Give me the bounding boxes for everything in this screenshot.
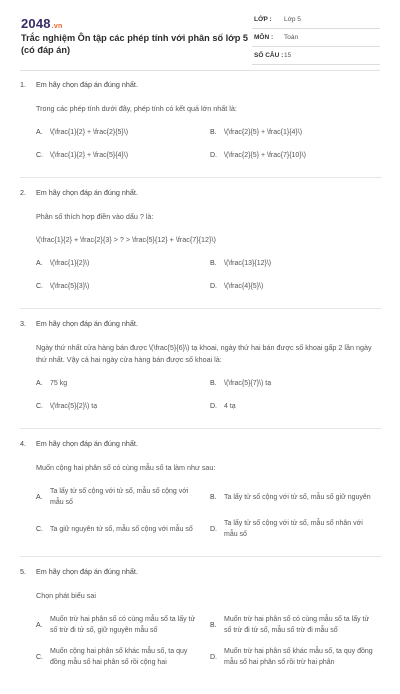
option-letter: B.: [210, 493, 217, 501]
question-prompt: Em hãy chọn đáp án đúng nhất.: [36, 188, 138, 197]
answer-option[interactable]: [210, 378, 384, 389]
question-prompt: Em hãy chọn đáp án đúng nhất.: [36, 80, 138, 89]
question-header: [20, 80, 382, 92]
question-text: Phân số thích hợp điền vào dấu ? là:: [36, 212, 154, 221]
option-text: Ta lấy tử số cộng với tử số, mẫu số giữ nguyên: [224, 493, 371, 501]
logo-text: 2048: [21, 16, 51, 31]
option-letter: A.: [36, 621, 43, 629]
meta-info-box: [252, 13, 380, 67]
question-header: [20, 319, 382, 331]
option-letter: C.: [36, 283, 43, 290]
question-text: \(\frac{1}{2} + \frac{2}{3} > ? > \frac{5}{12} + \frac{7}{12}\): [36, 235, 216, 244]
option-letter: B.: [210, 260, 217, 267]
option-text: \(\frac{1}{2}\): [50, 260, 90, 267]
meta-row-grade: [252, 13, 380, 29]
question-number: 1.: [20, 80, 26, 89]
option-letter: D.: [210, 152, 217, 159]
answer-option[interactable]: [210, 401, 384, 412]
answer-option[interactable]: [36, 401, 210, 412]
option-text: 75 kg: [50, 380, 68, 387]
meta-value: Lớp 5: [284, 16, 301, 23]
option-letter: C.: [36, 152, 43, 159]
option-letter: A.: [36, 129, 43, 136]
question-header: [20, 188, 382, 200]
header-divider: [20, 70, 380, 71]
option-text: Muốn trừ hai phân số có cùng mẫu số ta lấy tử số trừ đi tử số, mẫu số trừ đi mẫu số: [224, 616, 370, 634]
answer-option[interactable]: [210, 646, 384, 668]
answer-option[interactable]: [210, 486, 384, 508]
answer-option[interactable]: [36, 378, 210, 389]
meta-value: 15: [284, 52, 292, 59]
question-item: [20, 319, 382, 429]
answer-options: [36, 378, 382, 412]
document-title: Trắc nghiệm Ôn tập các phép tính với phân số lớp 5 (có đáp án): [21, 33, 248, 55]
answer-option[interactable]: [210, 281, 384, 292]
site-logo[interactable]: [21, 16, 62, 31]
question-item: [20, 567, 382, 684]
option-text: Muốn cộng hai phân số khác mẫu số, ta quy đồng mẫu số hai phân số rồi cộng hai: [50, 648, 188, 666]
question-item: [20, 439, 382, 557]
answer-options: [36, 258, 382, 292]
option-letter: D.: [210, 653, 217, 661]
option-text: \(\frac{5}{7}\) tạ: [224, 380, 272, 387]
question-prompt: Em hãy chọn đáp án đúng nhất.: [36, 319, 138, 328]
question-number: 4.: [20, 439, 26, 448]
answer-option[interactable]: [36, 127, 210, 138]
question-item: [20, 188, 382, 309]
answer-option[interactable]: [210, 127, 384, 138]
option-letter: B.: [210, 380, 217, 387]
answer-option[interactable]: [36, 518, 210, 540]
answer-option[interactable]: [210, 258, 384, 269]
option-letter: B.: [210, 621, 217, 629]
page-header: [0, 0, 400, 68]
option-text: \(\frac{5}{3}\): [50, 283, 90, 290]
answer-options: [36, 127, 382, 161]
option-letter: A.: [36, 380, 43, 387]
answer-option[interactable]: [36, 258, 210, 269]
option-text: \(\frac{1}{2} + \frac{2}{5}\): [50, 129, 129, 136]
question-text: Ngày thứ nhất cửa hàng bán được \(\frac{5}{6}\) tạ khoai, ngày thứ hai bán được số khoai gấp 2 lần ngày thứ nhất. Vậy cả hai ngày cửa hàng bán được số khoai là:: [36, 343, 372, 364]
meta-row-subject: [252, 31, 380, 47]
meta-value: Toán: [284, 34, 299, 41]
option-letter: A.: [36, 260, 43, 267]
question-prompt: Em hãy chọn đáp án đúng nhất.: [36, 439, 138, 448]
question-item: [20, 80, 382, 178]
question-number: 2.: [20, 188, 26, 197]
logo-suffix: .vn: [51, 23, 63, 30]
option-text: 4 tạ: [224, 403, 236, 410]
question-text: Muốn cộng hai phân số có cùng mẫu số ta làm như sau:: [36, 463, 216, 472]
answer-option[interactable]: [36, 150, 210, 161]
answer-option[interactable]: [210, 518, 384, 540]
meta-label: MÔN :: [254, 34, 274, 41]
answer-option[interactable]: [36, 614, 210, 636]
option-letter: D.: [210, 525, 217, 533]
answer-options: [36, 486, 382, 540]
option-letter: A.: [36, 493, 43, 501]
option-text: Ta lấy tử số cộng với tử số, mẫu số nhân với mẫu số: [224, 520, 363, 538]
option-text: Ta giữ nguyên tử số, mẫu số cộng với mẫu số: [50, 525, 193, 533]
option-letter: C.: [36, 403, 43, 410]
option-text: \(\frac{2}{5} + \frac{7}{10}\): [224, 152, 306, 159]
answer-option[interactable]: [36, 646, 210, 668]
option-text: Muốn trừ hai phân số khác mẫu số, ta quy đồng mẫu số hai phân số rồi trừ hai phân: [224, 648, 373, 666]
meta-row-count: [252, 49, 380, 65]
answer-option[interactable]: [210, 150, 384, 161]
option-text: Ta lấy tử số cộng với tử số, mẫu số cộng với mẫu số: [50, 488, 189, 506]
option-text: \(\frac{1}{2} + \frac{5}{4}\): [50, 152, 129, 159]
meta-label: LỚP :: [254, 16, 272, 23]
option-letter: C.: [36, 525, 43, 533]
answer-options: [36, 614, 382, 668]
option-text: \(\frac{2}{5} + \frac{1}{4}\): [224, 129, 303, 136]
option-text: \(\frac{5}{2}\) tạ: [50, 403, 98, 410]
option-letter: D.: [210, 283, 217, 290]
option-text: Muốn trừ hai phân số có cùng mẫu số ta lấy tử số trừ đi tử số, giữ nguyên mẫu số: [50, 616, 196, 634]
option-letter: B.: [210, 129, 217, 136]
question-prompt: Em hãy chọn đáp án đúng nhất.: [36, 567, 138, 576]
option-text: \(\frac{13}{12}\): [224, 260, 272, 267]
question-number: 5.: [20, 567, 26, 576]
answer-option[interactable]: [210, 614, 384, 636]
question-header: [20, 567, 382, 579]
answer-option[interactable]: [36, 281, 210, 292]
question-number: 3.: [20, 319, 26, 328]
option-letter: C.: [36, 653, 43, 661]
question-text: Chọn phát biểu sai: [36, 591, 96, 600]
question-text: Trong các phép tính dưới đây, phép tính có kết quả lớn nhất là:: [36, 104, 237, 113]
question-header: [20, 439, 382, 451]
answer-option[interactable]: [36, 486, 210, 508]
option-letter: D.: [210, 403, 217, 410]
option-text: \(\frac{4}{5}\): [224, 283, 264, 290]
question-list: [20, 80, 382, 694]
meta-label: SỐ CÂU :: [254, 52, 284, 59]
